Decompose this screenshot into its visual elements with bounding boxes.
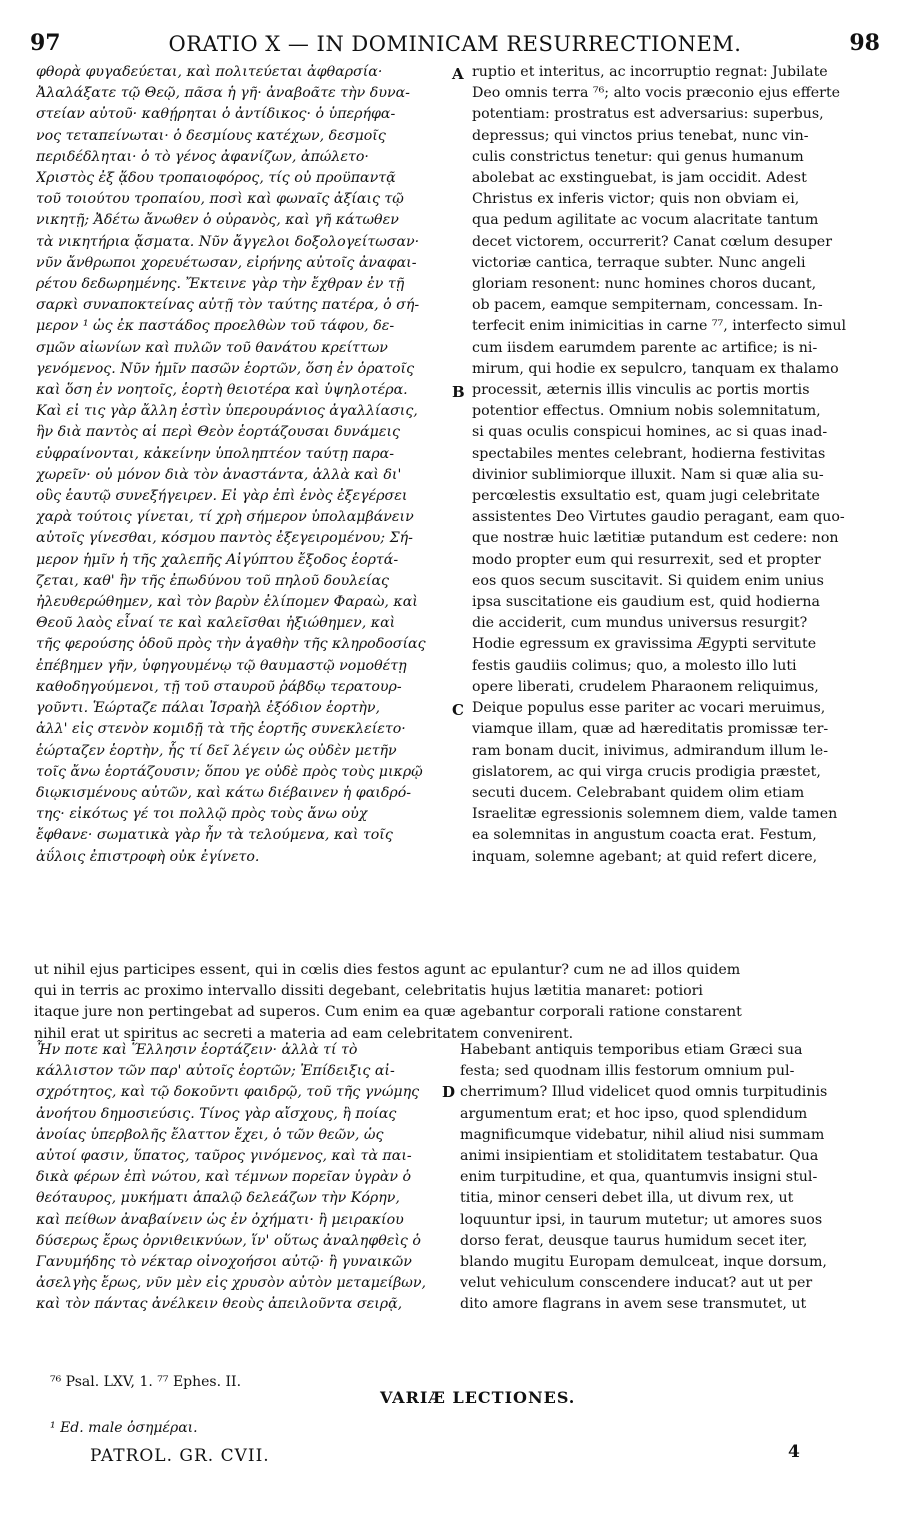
latin-text-line: loquuntur ipsi, in taurum mutetur; ut amores suos xyxy=(460,1211,823,1228)
latin-text-line: gislatorem, ac qui virga crucis prodigia præstet, xyxy=(472,763,821,780)
greek-text-line: εὐφραίνονται, κἀκείνην ὑποληπτέον ταύτῃ παρα- xyxy=(36,445,395,462)
latin-text-line: percœlestis exsultatio est, quam jugi celebritate xyxy=(472,488,820,505)
greek-text-line: ἀΰλοις ἐπιστροφὴ οὐκ ἐγίνετο. xyxy=(36,848,260,865)
latin-text-line: culis constrictus tenetur: qui genus humanum xyxy=(472,148,804,165)
greek-text-line: ἀλλ' εἰς στενὸν κομιδῇ τὰ τῆς ἑορτῆς συνεκλείετο· xyxy=(36,721,406,738)
greek-text-line: νῦν ἄνθρωποι χορευέτωσαν, εἰρήνης αὐτοῖς ἀναφαι- xyxy=(36,254,417,271)
greek-text-line: της· εἰκότως γέ τοι πολλῷ πρὸς τοὺς ἄνω οὐχ xyxy=(36,806,368,823)
greek-text-line: χαρὰ τούτοις γίνεται, τί χρὴ σήμερον ὑπολαμβάνειν xyxy=(36,509,414,526)
margin-marker-a: A xyxy=(452,65,464,83)
greek-text-line: νικητῇ; Ἀδέτω ἄνωθεν ὁ οὐρανὸς, καὶ γῆ κάτωθεν xyxy=(36,212,399,229)
latin-text-line: ram bonam ducit, inivimus, admirandum illum le- xyxy=(472,742,828,759)
greek-text-line: κάλλιστον τῶν παρ' αὐτοῖς ἑορτῶν; Ἐπίδειξις αἰ- xyxy=(36,1063,395,1080)
greek-text-line: καὶ ὅση ἐν νοητοῖς, ἑορτὴ θειοτέρα καὶ ὑψηλοτέρα. xyxy=(36,382,408,399)
greek-text-line: σαρκὶ συναποκτείνας αὐτῇ τὸν ταύτης πατέρα, ὁ σή- xyxy=(36,297,420,314)
greek-text-line: καὶ τὸν πάντας ἀνέλκειν θεοὺς ἀπειλοῦντα σειρᾷ, xyxy=(36,1296,403,1313)
greek-text-line: νος τεταπείνωται· ὁ δεσμίους κατέχων, δεσμοῖς xyxy=(36,127,386,144)
greek-text-line: τῆς φερούσης ὁδοῦ πρὸς τὴν ἀγαθὴν τῆς κληροδοσίας xyxy=(36,636,426,653)
greek-text-line: αὐτοί φασιν, ὕπατος, ταῦρος γινόμενος, καὶ τὰ παι- xyxy=(36,1148,412,1165)
latin-text-line: potentiam: prostratus est adversarius: superbus, xyxy=(472,106,824,123)
margin-marker-d: D xyxy=(442,1083,456,1101)
latin-text-line: nihil erat ut spiritus ac secreti a materia ad eam celebritatem convenirent. xyxy=(34,1025,574,1042)
greek-text-line: ἐπέβημεν γῆν, ὑφηγουμένῳ τῷ θαυμαστῷ νομοθέτῃ xyxy=(36,657,407,674)
greek-text-line: σμῶν αἰωνίων καὶ πυλῶν τοῦ θανάτου κρείττων xyxy=(36,339,388,356)
latin-text-line: festa; sed quodnam illis festorum omnium pul- xyxy=(460,1063,795,1080)
latin-text-line: qui in terris ac proximo intervallo dissiti degebant, celebritatis hujus lætitia manaret: potiori xyxy=(34,983,703,1000)
latin-full-width-paragraph xyxy=(34,960,880,1045)
greek-text-line: ἀνοίας ὑπερβολῆς ἔλαττον ἔχει, ὁ τῶν θεῶν, ὡς xyxy=(36,1126,384,1143)
greek-text-line: τοῖς ἄνω ἑορτάζουσιν; ὅπου γε οὐδὲ πρὸς τοὺς μικρῷ xyxy=(36,763,423,780)
latin-text-line: velut vehiculum conscendere inducat? aut ut per xyxy=(460,1275,813,1292)
latin-text-line: cum iisdem earumdem parente ac artifice; is ni- xyxy=(472,339,818,356)
latin-text-line: argumentum erat; et hoc ipso, quod splendidum xyxy=(460,1105,808,1122)
printer-signature-mark: 4 xyxy=(788,1442,800,1462)
latin-text-line: animi insipientiam et stoliditatem testabatur. Qua xyxy=(460,1148,819,1165)
latin-text-line: dito amore flagrans in avem sese transmutet, ut xyxy=(460,1296,807,1313)
latin-text-line: decet victorem, occurrerit? Canat cœlum desuper xyxy=(472,233,832,250)
greek-text-line: μερον ¹ ὡς ἐκ παστάδος προελθὼν τοῦ τάφου, δε- xyxy=(36,318,395,335)
latin-text-line: cherrimum? Illud videlicet quod omnis turpitudinis xyxy=(460,1084,828,1101)
latin-text-line: modo propter eum qui resurrexit, sed et propter xyxy=(472,551,821,568)
greek-text-line: περιδέδληται· ὁ τὸ γένος ἀφανίζων, ἀπώλετο· xyxy=(36,148,369,165)
latin-column-top xyxy=(472,62,877,868)
latin-text-line: assistentes Deo Virtutes gaudio peragant, eam quo- xyxy=(472,509,845,526)
greek-text-line: Ἦν ποτε καὶ Ἕλλησιν ἑορτάζειν· ἀλλὰ τί τὸ xyxy=(36,1042,358,1058)
variae-lectiones-note: ¹ Ed. male ὁσημέραι. xyxy=(50,1420,198,1436)
latin-text-line: abolebat ac exstinguebat, is jam occidit. Adest xyxy=(472,170,807,187)
greek-column-top xyxy=(36,62,460,868)
greek-text-line: Χριστὸς ἐξ ᾅδου τροπαιοφόρος, τίς οὐ προϋπαντᾷ xyxy=(36,170,396,187)
greek-text-line: αὐτοῖς γίνεσθαι, κόσμου παντὸς ἐξεγειρομένου; Σή- xyxy=(36,530,413,547)
latin-text-line: Christus ex inferis victor; quis non obviam ei, xyxy=(472,191,800,208)
greek-text-line: καθοδηγούμενοι, τῇ τοῦ σταυροῦ ῥάβδῳ τερατουρ- xyxy=(36,678,402,695)
greek-text-line: οὓς ἑαυτῷ συνεξήγειρεν. Εἰ γὰρ ἐπὶ ἑνὸς ἐξεγέρσει xyxy=(36,488,408,505)
running-title: ORATIO X — IN DOMINICAM RESURRECTIONEM. xyxy=(168,32,742,56)
latin-text-line: Hodie egressum ex gravissima Ægypti servitute xyxy=(472,636,817,653)
margin-marker-c: C xyxy=(452,701,464,719)
latin-column-bottom xyxy=(460,1040,880,1316)
latin-text-line: enim turpitudine, et qua, quantumvis insigni stul- xyxy=(460,1169,818,1186)
latin-text-line: mirum, qui hodie ex sepulcro, tanquam ex thalamo xyxy=(472,360,839,377)
latin-text-line: terfecit enim inimicitias in carne ⁷⁷, interfecto simul xyxy=(472,318,847,335)
greek-text-line: θεόταυρος, μυκήματι ἁπαλῷ δελεάζων τὴν Κόρην, xyxy=(36,1190,400,1207)
greek-text-line: Θεοῦ λαὸς εἶναί τε καὶ καλεῖσθαι ἠξιώθημεν, καὶ xyxy=(36,615,396,632)
latin-text-line: depressus; qui vinctos prius tenebat, nunc vin- xyxy=(472,127,809,144)
latin-text-line: Israelitæ egressionis solemnem diem, valde tamen xyxy=(472,806,838,823)
greek-text-line: χωρεῖν· οὐ μόνον διὰ τὸν ἀναστάντα, ἀλλὰ καὶ δι' xyxy=(36,466,402,483)
greek-text-line: φθορὰ φυγαδεύεται, καὶ πολιτεύεται ἀφθαρσία· xyxy=(36,64,383,80)
latin-text-line: Deique populus esse pariter ac vocari meruimus, xyxy=(472,700,826,717)
latin-text-line: ea solemnitas in angustum coacta erat. Festum, xyxy=(472,827,817,844)
greek-text-line: σχρότητος, καὶ τῷ δοκοῦντι φαιδρῷ, τοῦ τῆς γνώμης xyxy=(36,1084,420,1101)
greek-text-line: καὶ πείθων ἀναβαίνειν ὡς ἐν ὀχήματι· ἢ μειρακίου xyxy=(36,1211,404,1228)
latin-text-line: Habebant antiquis temporibus etiam Græci sua xyxy=(460,1042,803,1058)
series-volume-label: PATROL. GR. CVII. xyxy=(90,1446,270,1466)
latin-text-line: spectabiles mentes celebrant, hodierna festivitas xyxy=(472,445,826,462)
latin-text-line: die acciderit, cum mundus universus resurgit? xyxy=(472,615,808,632)
greek-text-line: ἔφθανε· σωματικὰ γὰρ ἦν τὰ τελούμενα, καὶ τοῖς xyxy=(36,827,393,844)
greek-text-line: Γανυμήδης τὸ νέκταρ οἰνοχοήσοι αὐτῷ· ἢ γυναικῶν xyxy=(36,1254,412,1271)
greek-text-line: ἀσελγὴς ἔρως, νῦν μὲν εἰς χρυσὸν αὐτὸν μεταμείβων, xyxy=(36,1275,426,1292)
latin-text-line: divinior sublimiorque illuxit. Nam si quæ alia su- xyxy=(472,466,824,483)
latin-text-line: ruptio et interitus, ac incorruptio regnat: Jubilate xyxy=(472,64,828,80)
left-page-number: 97 xyxy=(30,30,61,56)
greek-text-line: γενόμενος. Νῦν ἡμῖν πασῶν ἑορτῶν, ὅση ἐν ὁρατοῖς xyxy=(36,360,415,377)
greek-text-line: ἑώρταζεν ἑορτὴν, ἧς τί δεῖ λέγειν ὡς οὐδὲν μετῆν xyxy=(36,742,397,759)
greek-text-line: δικὰ φέρων ἐπὶ νώτου, καὶ τέμνων πορεῖαν ὑγρὰν ὁ xyxy=(36,1169,412,1186)
greek-text-line: δύσερως ἔρως ὀρνιθεικνύων, ἵν' οὕτως ἀναληφθεὶς ὁ xyxy=(36,1232,421,1249)
latin-text-line: titia, minor censeri debet illa, ut divum rex, ut xyxy=(460,1190,794,1207)
greek-text-line: Καὶ εἰ τις γὰρ ἄλλη ἐστὶν ὑπερουράνιος ἀγαλλίασις, xyxy=(36,403,418,420)
greek-text-line: τὰ νικητήρια ᾄσματα. Νῦν ἄγγελοι δοξολογείτωσαν· xyxy=(36,233,420,250)
greek-text-line: στείαν αὐτοῦ· καθῄρηται ὁ ἀντίδικος· ὁ ὑπερήφα- xyxy=(36,106,396,123)
latin-text-line: secuti ducem. Celebrabant quidem olim etiam xyxy=(472,784,805,801)
latin-text-line: magnificumque videbatur, nihil aliud nisi summam xyxy=(460,1126,825,1143)
latin-text-line: victoriæ cantica, terraque subter. Nunc angeli xyxy=(472,254,806,271)
greek-text-line: ρέτου δεδωρημένης. Ἔκτεινε γὰρ τὴν ἔχθραν ἐν τῇ xyxy=(36,276,405,293)
latin-text-line: ut nihil ejus participes essent, qui in cœlis dies festos agunt ac epulantur? cum ne ad illos quidem xyxy=(34,962,741,978)
latin-text-line: si quas oculis conspicui homines, ac si quas inad- xyxy=(472,424,828,441)
latin-text-line: inquam, solemne agebant; at quid refert dicere, xyxy=(472,848,818,865)
variae-lectiones-heading: VARIÆ LECTIONES. xyxy=(380,1388,576,1407)
latin-text-line: que nostræ huic lætitiæ putandum est cedere: non xyxy=(472,530,839,547)
greek-text-line: γοῦντι. Ἑώρταζε πάλαι Ἰσραὴλ ἐξόδιον ἑορτὴν, xyxy=(36,700,381,717)
latin-text-line: eos quos secum suscitavit. Si quidem enim unius xyxy=(472,572,824,589)
latin-text-line: processit, æternis illis vinculis ac portis mortis xyxy=(472,382,810,399)
latin-text-line: viamque illam, quæ ad hæreditatis promissæ ter- xyxy=(472,721,829,738)
latin-text-line: gloriam resonent: nunc homines choros ducant, xyxy=(472,276,817,293)
greek-text-line: ἣν διὰ παντὸς αἱ περὶ Θεὸν ἑορτάζουσαι δυνάμεις xyxy=(36,424,400,441)
margin-marker-b: B xyxy=(452,383,465,401)
greek-column-bottom xyxy=(36,1040,448,1316)
latin-text-line: blando mugitu Europam demulceat, inque dorsum, xyxy=(460,1254,827,1271)
latin-text-line: festis gaudiis colimus; quo, a molesto illo luti xyxy=(472,657,797,674)
right-page-number: 98 xyxy=(849,30,880,56)
greek-text-line: διῳκισμένους αὐτῶν, καὶ κάτω διέβαινεν ἡ φαιδρό- xyxy=(36,784,412,801)
latin-text-line: itaque jure non pertingebat ad superos. Cum enim ea quæ agebantur corporali ratione constarent xyxy=(34,1004,742,1021)
latin-text-line: ipsa suscitatione eis gaudium est, quid hodierna xyxy=(472,594,820,611)
running-header xyxy=(30,30,880,60)
latin-text-line: opere liberati, crudelem Pharaonem reliquimus, xyxy=(472,678,819,695)
scripture-footnotes: ⁷⁶ Psal. LXV, 1. ⁷⁷ Ephes. II. xyxy=(50,1374,242,1390)
greek-text-line: ἠλευθερώθημεν, καὶ τὸν βαρὺν ἐλίπομεν Φαραὼ, καὶ xyxy=(36,594,418,611)
greek-text-line: ἀνοήτου δημοσιεύσις. Τίνος γὰρ αἴσχους, ἢ ποίας xyxy=(36,1105,397,1122)
latin-text-line: ob pacem, eamque sempiternam, concessam. In- xyxy=(472,297,823,314)
greek-text-line: μερον ἡμῖν ἡ τῆς χαλεπῆς Αἰγύπτου ἔξοδος ἑορτά- xyxy=(36,551,399,568)
latin-text-line: Deo omnis terra ⁷⁶; alto vocis præconio ejus efferte xyxy=(472,85,841,102)
greek-text-line: τοῦ τοιούτου τροπαίου, ποσὶ καὶ φωναῖς ἀξίαις τῷ xyxy=(36,191,404,208)
latin-text-line: qua pedum agilitate ac vocum alacritate tantum xyxy=(472,212,819,229)
greek-text-line: Ἀλαλάξατε τῷ Θεῷ, πᾶσα ἡ γῆ· ἀναβοᾶτε τὴν δυνα- xyxy=(36,85,410,102)
latin-text-line: dorso ferat, deusque taurus humidum secet iter, xyxy=(460,1232,808,1249)
latin-text-line: potentior effectus. Omnium nobis solemnitatum, xyxy=(472,403,821,420)
greek-text-line: ζεται, καθ' ἣν τῆς ἐπωδύνου τοῦ πηλοῦ δουλείας xyxy=(36,572,389,589)
